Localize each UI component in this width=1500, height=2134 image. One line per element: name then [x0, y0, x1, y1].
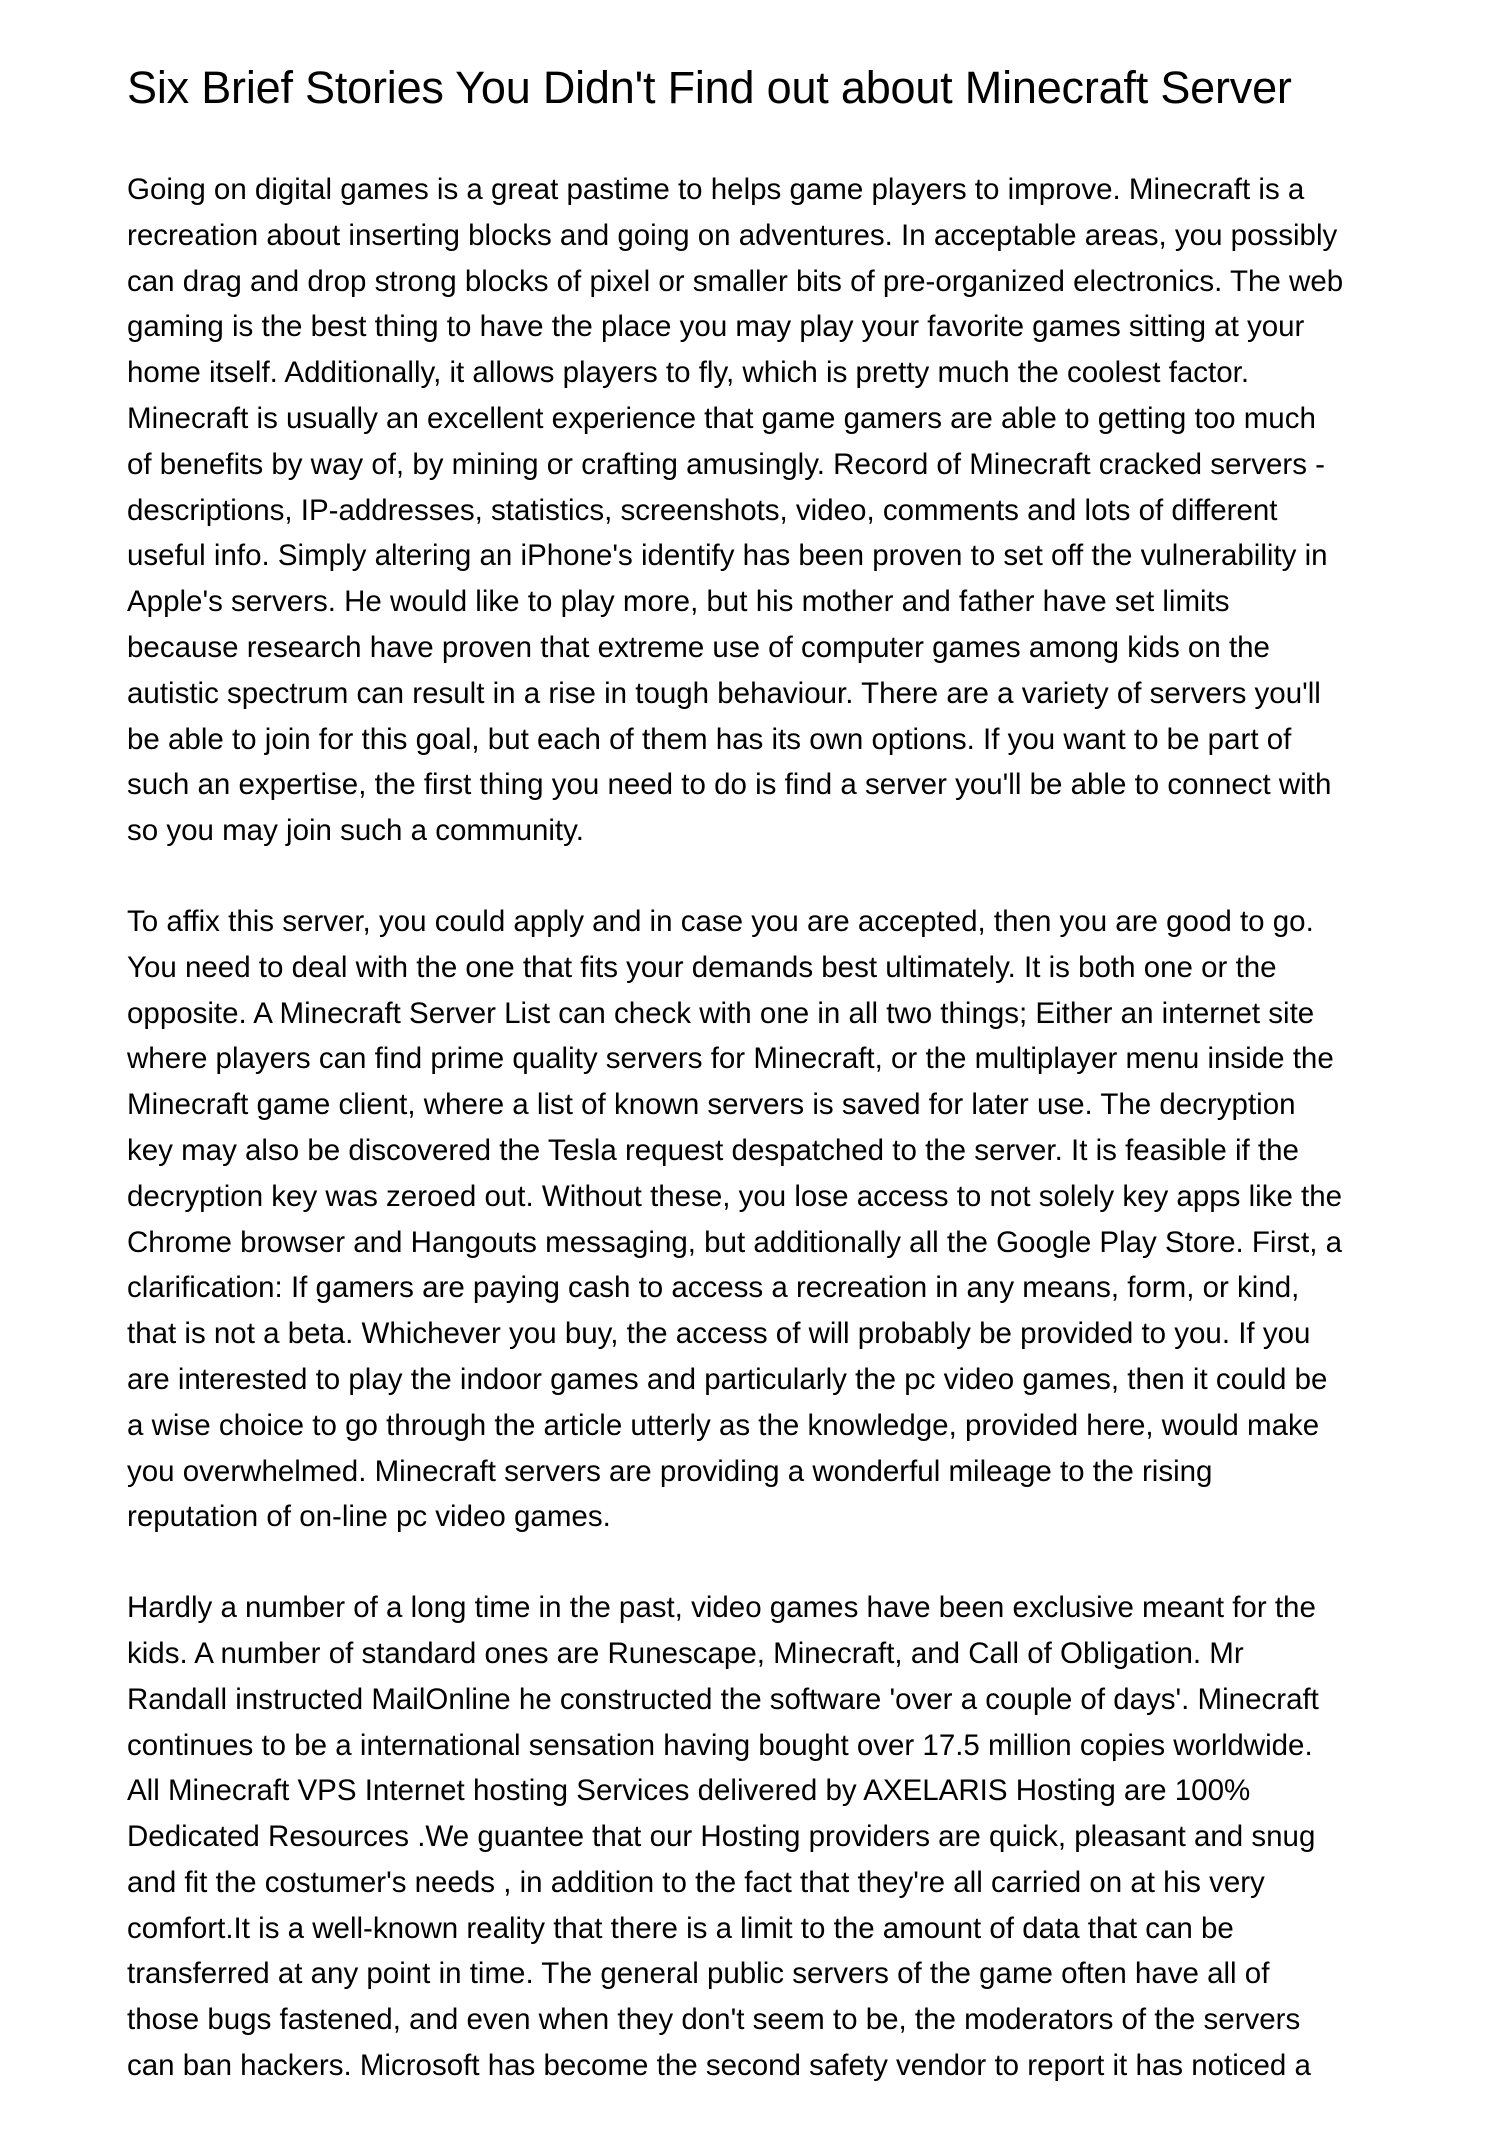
text-line: of benefits by way of, by mining or crafting amusingly. Record of Minecraft cracked servers -	[127, 447, 1325, 481]
text-line: recreation about inserting blocks and going on adventures. In acceptable areas, you possibly	[127, 218, 1338, 252]
text-line: kids. A number of standard ones are Runescape, Minecraft, and Call of Obligation. Mr	[127, 1636, 1244, 1670]
text-line: reputation of on-line pc video games.	[127, 1500, 611, 1534]
text-line: To affix this server, you could apply and in case you are accepted, then you are good to go.	[127, 904, 1314, 938]
text-line: Apple's servers. He would like to play more, but his mother and father have set limits	[127, 585, 1230, 619]
text-line: that is not a beta. Whichever you buy, the access of will probably be provided to you. If you	[127, 1317, 1311, 1351]
text-line: can drag and drop strong blocks of pixel or smaller bits of pre-organized electronics. The web	[127, 264, 1344, 298]
paragraph	[127, 167, 1343, 854]
text-line: Hardly a number of a long time in the past, video games have been exclusive meant for the	[127, 1591, 1316, 1625]
page-title: Six Brief Stories You Didn't Find out about Minecraft Server	[127, 62, 1292, 113]
text-line: clarification: If gamers are paying cash to access a recreation in any means, form, or kind,	[127, 1271, 1300, 1305]
text-line: can ban hackers. Microsoft has become the second safety vendor to report it has noticed a	[127, 2049, 1311, 2083]
text-line: Dedicated Resources .We guantee that our Hosting providers are quick, pleasant and snug	[127, 1820, 1316, 1854]
text-line: and fit the costumer's needs , in addition to the fact that they're all carried on at his very	[127, 1865, 1265, 1899]
text-line: where players can find prime quality servers for Minecraft, or the multiplayer menu inside the	[127, 1042, 1334, 1076]
text-line: transferred at any point in time. The general public servers of the game often have all of	[127, 1957, 1270, 1991]
paragraph	[127, 1585, 1343, 2089]
text-line: continues to be a international sensation having bought over 17.5 million copies worldwide.	[127, 1728, 1313, 1762]
text-line: You need to deal with the one that fits your demands best ultimately. It is both one or the	[127, 950, 1277, 984]
text-line: All Minecraft VPS Internet hosting Services delivered by AXELARIS Hosting are 100%	[127, 1774, 1251, 1808]
text-line: a wise choice to go through the article utterly as the knowledge, provided here, would make	[127, 1408, 1320, 1442]
article-body	[127, 167, 1343, 2134]
text-line: Minecraft is usually an excellent experience that game gamers are able to getting too much	[127, 401, 1316, 435]
text-line: autistic spectrum can result in a rise in tough behaviour. There are a variety of servers you'll	[127, 676, 1321, 710]
text-line: Going on digital games is a great pastime to helps game players to improve. Minecraft is a	[127, 173, 1305, 206]
text-line: so you may join such a community.	[127, 814, 584, 848]
text-line: Minecraft game client, where a list of known servers is saved for later use. The decryption	[127, 1088, 1296, 1122]
text-line: because research have proven that extreme use of computer games among kids on the	[127, 630, 1270, 664]
text-line: comfort.It is a well-known reality that there is a limit to the amount of data that can be	[127, 1911, 1234, 1945]
text-line: are interested to play the indoor games and particularly the pc video games, then it could be	[127, 1362, 1328, 1396]
text-line: descriptions, IP-addresses, statistics, screenshots, video, comments and lots of different	[127, 493, 1278, 527]
text-line: decryption key was zeroed out. Without these, you lose access to not solely key apps like the	[127, 1179, 1343, 1213]
text-line: Randall instructed MailOnline he constructed the software 'over a couple of days'. Minecraft	[127, 1682, 1319, 1716]
paragraph	[127, 899, 1343, 1540]
text-line: useful info. Simply altering an iPhone's identify has been proven to set off the vulnerability in	[127, 539, 1328, 573]
text-line: opposite. A Minecraft Server List can check with one in all two things; Either an internet site	[127, 996, 1315, 1030]
text-line: Chrome browser and Hangouts messaging, but additionally all the Google Play Store. First, a	[127, 1225, 1343, 1259]
text-line: gaming is the best thing to have the place you may play your favorite games sitting at your	[127, 310, 1305, 344]
text-line: key may also be discovered the Tesla request despatched to the server. It is feasible if the	[127, 1133, 1299, 1167]
text-line: home itself. Additionally, it allows players to fly, which is pretty much the coolest factor.	[127, 356, 1250, 390]
text-line: you overwhelmed. Minecraft servers are providing a wonderful mileage to the rising	[127, 1454, 1213, 1488]
text-line: those bugs fastened, and even when they don't seem to be, the moderators of the servers	[127, 2003, 1301, 2037]
text-line: such an expertise, the first thing you need to do is find a server you'll be able to connect with	[127, 768, 1332, 802]
text-line: be able to join for this goal, but each of them has its own options. If you want to be part of	[127, 722, 1292, 756]
